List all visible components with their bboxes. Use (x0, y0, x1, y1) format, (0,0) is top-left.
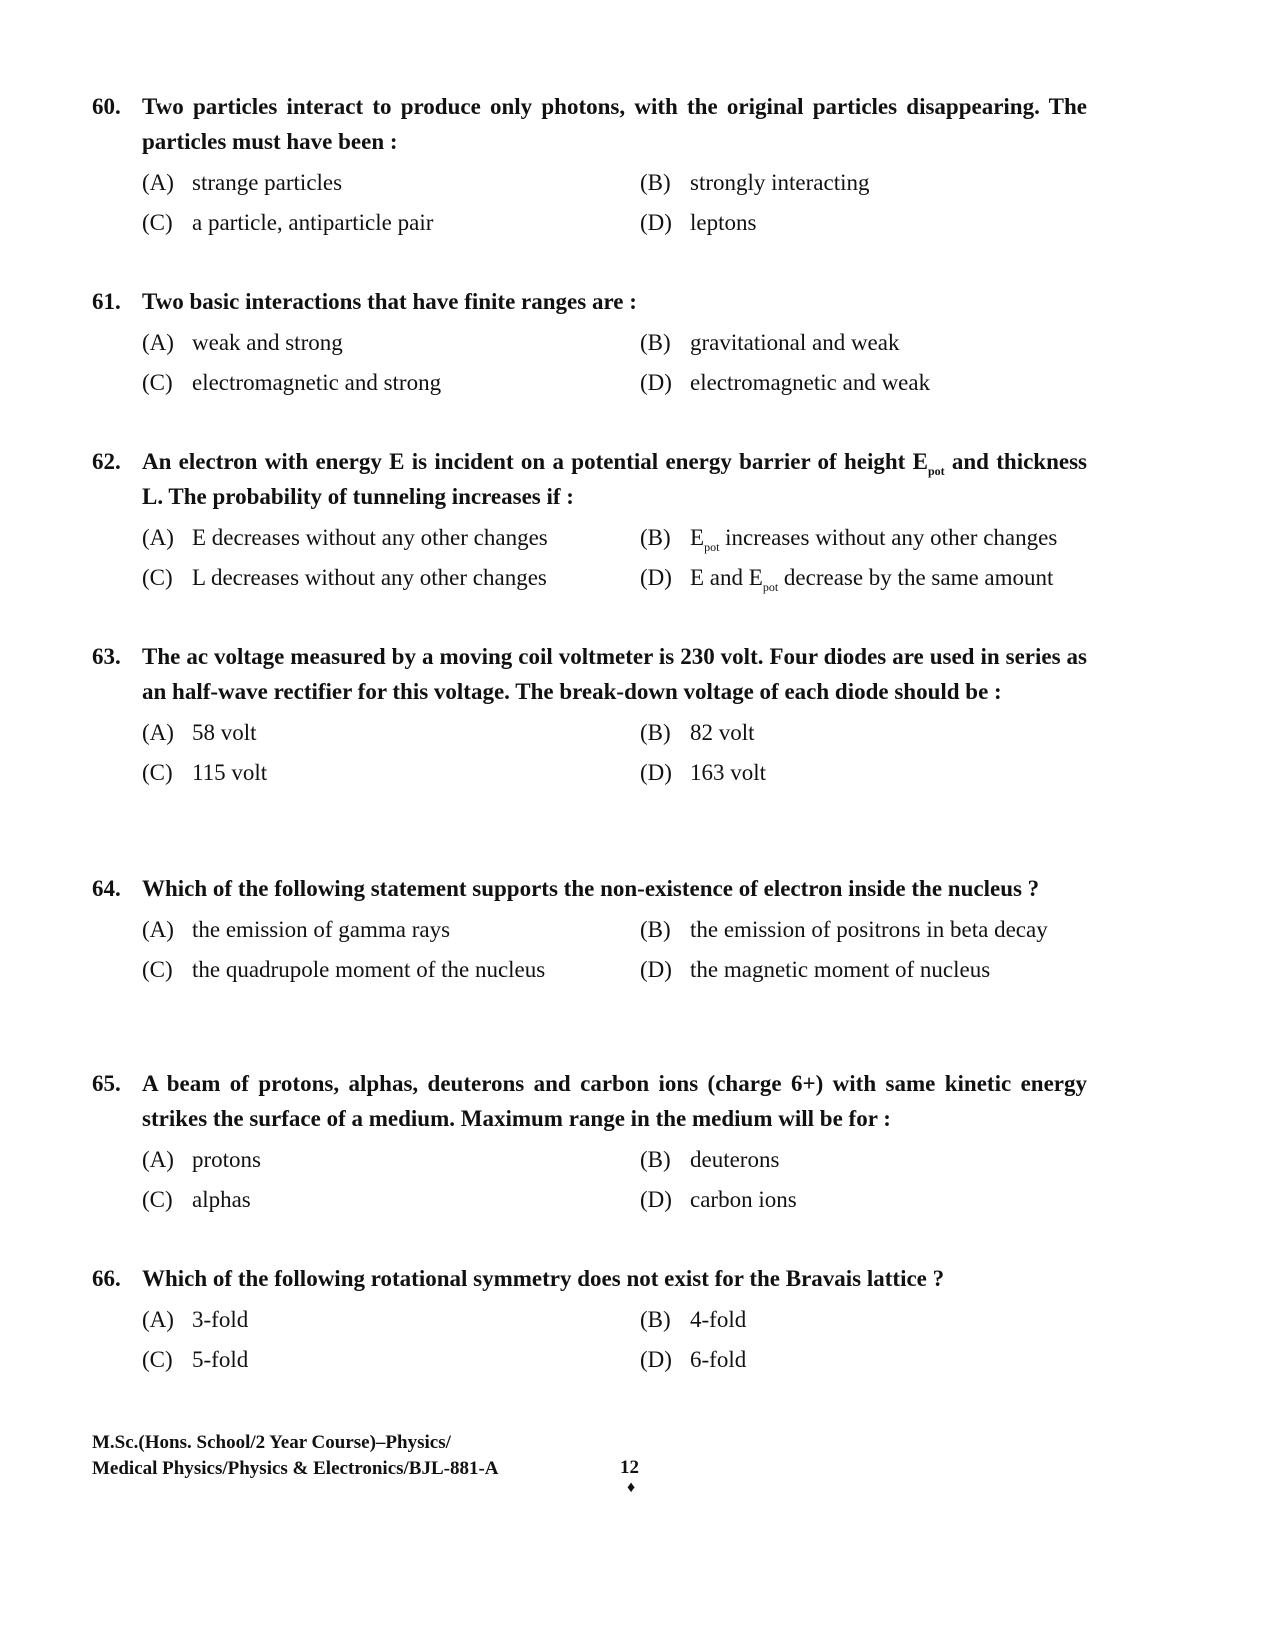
option-text: strongly interacting (690, 170, 870, 195)
option-d (640, 1180, 1090, 1220)
question-text: Two particles interact to produce only photons, with the original particles disappearing. The particles must have been : (142, 94, 1087, 154)
option-letter: (C) (142, 565, 173, 590)
option-d (640, 203, 1090, 243)
question-text: An electron with energy E is incident on a potential energy barrier of height $E_{pot}$ and thickness L. The probability of tunneling increases if : (142, 449, 1087, 509)
option-text: $E_{pot}$ increases without any other changes (690, 525, 1058, 554)
option-text: the emission of gamma rays (192, 917, 451, 942)
option-text: 3-fold (192, 1307, 249, 1332)
option-a (142, 163, 640, 203)
options (142, 163, 1092, 243)
option-d (640, 753, 1090, 793)
option-c (142, 753, 640, 793)
option-a (142, 910, 640, 950)
option-b (640, 1140, 1090, 1180)
options (142, 1300, 1092, 1380)
option-letter: (A) (142, 1307, 174, 1332)
option-text: 82 volt (690, 720, 755, 745)
option-letter: (C) (142, 210, 173, 235)
question-65 (92, 1066, 1092, 1220)
question-61 (92, 284, 1092, 403)
option-d (640, 950, 1090, 990)
option-letter: (D) (640, 210, 672, 235)
option-letter: (C) (142, 1347, 173, 1372)
option-letter: (D) (640, 760, 672, 785)
question-number: 63. (92, 644, 121, 669)
option-text: carbon ions (690, 1187, 797, 1212)
option-letter: (D) (640, 1187, 672, 1212)
option-text: alphas (192, 1187, 251, 1212)
option-letter: (A) (142, 170, 174, 195)
option-text: weak and strong (192, 330, 343, 355)
option-c (142, 950, 640, 990)
option-text: 5-fold (192, 1347, 249, 1372)
option-text: a particle, antiparticle pair (192, 210, 434, 235)
option-letter: (D) (640, 370, 672, 395)
option-letter: (A) (142, 917, 174, 942)
option-d (640, 558, 1090, 598)
subscript: pot (927, 464, 945, 478)
option-text: electromagnetic and strong (192, 370, 442, 395)
option-letter: (B) (640, 330, 671, 355)
question-66 (92, 1261, 1092, 1380)
option-letter: (D) (640, 565, 672, 590)
option-a (142, 1140, 640, 1180)
option-text: leptons (690, 210, 757, 235)
option-letter: (B) (640, 1147, 671, 1172)
question-text: Which of the following rotational symmetry does not exist for the Bravais lattice ? (142, 1266, 945, 1291)
option-text: the magnetic moment of nucleus (690, 957, 991, 982)
option-b (640, 713, 1090, 753)
question-text: Which of the following statement supports the non-existence of electron inside the nucleus ? (142, 876, 1040, 901)
question-number: 61. (92, 289, 121, 314)
option-letter: (C) (142, 1187, 173, 1212)
option-b (640, 163, 1090, 203)
option-c (142, 363, 640, 403)
question-text: A beam of protons, alphas, deuterons and carbon ions (charge 6+) with same kinetic energy strikes the surface of a medium. Maximum range in the medium will be for : (142, 1071, 1087, 1131)
option-text: strange particles (192, 170, 343, 195)
option-letter: (A) (142, 330, 174, 355)
option-letter: (B) (640, 170, 671, 195)
options (142, 910, 1092, 990)
option-text: 115 volt (192, 760, 268, 785)
subscript: pot (704, 540, 720, 554)
option-a (142, 713, 640, 753)
option-b (640, 1300, 1090, 1340)
option-text: 163 volt (690, 760, 767, 785)
question-text: Two basic interactions that have finite ranges are : (142, 289, 637, 314)
options (142, 518, 1092, 598)
page-number: 12 (620, 1457, 639, 1478)
option-c (142, 558, 640, 598)
options (142, 323, 1092, 403)
question-text: The ac voltage measured by a moving coil voltmeter is 230 volt. Four diodes are used in series as an half-wave rectifier for this voltage. The break-down voltage of each diode should be : (142, 644, 1087, 704)
option-d (640, 1340, 1090, 1380)
option-text: gravitational and weak (690, 330, 900, 355)
option-letter: (C) (142, 370, 173, 395)
option-letter: (C) (142, 957, 173, 982)
option-letter: (D) (640, 957, 672, 982)
question-number: 62. (92, 449, 121, 474)
option-d (640, 363, 1090, 403)
option-letter: (B) (640, 1307, 671, 1332)
option-a (142, 1300, 640, 1340)
option-text: deuterons (690, 1147, 780, 1172)
option-text: electromagnetic and weak (690, 370, 931, 395)
option-letter: (B) (640, 917, 671, 942)
option-letter: (A) (142, 1147, 174, 1172)
option-letter: (A) (142, 525, 174, 550)
question-number: 64. (92, 876, 121, 901)
option-b (640, 910, 1090, 950)
question-number: 65. (92, 1071, 121, 1096)
footer-line-1: M.Sc.(Hons. School/2 Year Course)–Physics/ (92, 1432, 451, 1453)
options (142, 1140, 1092, 1220)
question-63 (92, 639, 1092, 793)
option-b (640, 323, 1090, 363)
option-text: the quadrupole moment of the nucleus (192, 957, 546, 982)
option-b (640, 518, 1090, 558)
option-letter: (A) (142, 720, 174, 745)
question-60 (92, 89, 1092, 243)
option-text: E and $E_{pot}$ decrease by the same amount (690, 565, 1054, 594)
question-62 (92, 444, 1092, 598)
option-text: E decreases without any other changes (192, 525, 548, 550)
option-text: 4-fold (690, 1307, 747, 1332)
diamond-icon: ♦ (627, 1479, 636, 1496)
subscript: pot (762, 580, 779, 594)
option-letter: (B) (640, 720, 671, 745)
footer-line-2: Medical Physics/Physics & Electronics/BJL-881-A (92, 1458, 499, 1479)
option-text: 58 volt (192, 720, 257, 745)
question-number: 60. (92, 94, 121, 119)
option-text: L decreases without any other changes (192, 565, 547, 590)
option-c (142, 203, 640, 243)
option-text: the emission of positrons in beta decay (690, 917, 1048, 942)
option-c (142, 1180, 640, 1220)
option-letter: (C) (142, 760, 173, 785)
option-text: 6-fold (690, 1347, 747, 1372)
options (142, 713, 1092, 793)
option-a (142, 323, 640, 363)
question-number: 66. (92, 1266, 121, 1291)
footer-course-info (92, 1430, 499, 1482)
option-letter: (B) (640, 525, 671, 550)
option-letter: (D) (640, 1347, 672, 1372)
option-c (142, 1340, 640, 1380)
question-64 (92, 871, 1092, 990)
option-text: protons (192, 1147, 261, 1172)
option-a (142, 518, 640, 558)
